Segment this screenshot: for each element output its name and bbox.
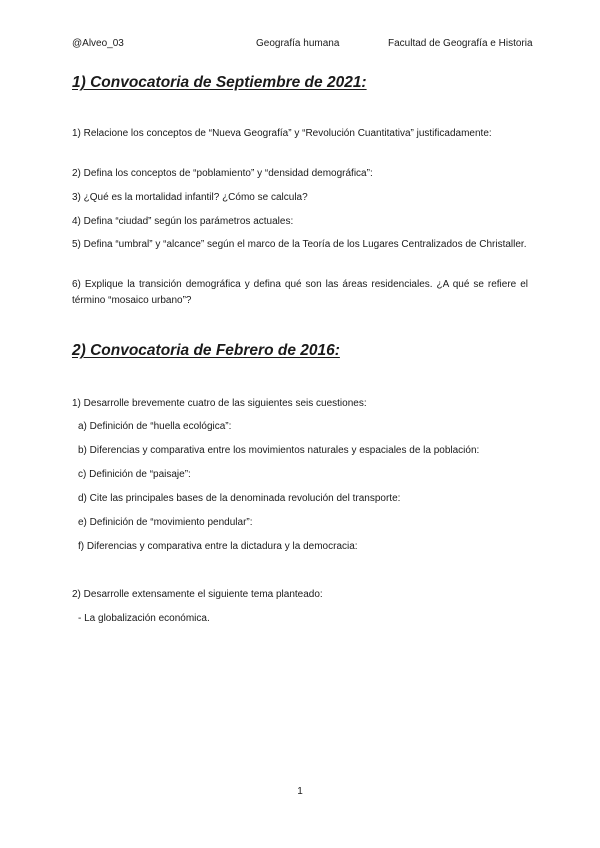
subquestion-c: c) Definición de “paisaje”:: [78, 469, 191, 480]
question-1-instruction: 1) Desarrolle brevemente cuatro de las siguientes seis cuestiones:: [72, 398, 367, 409]
subquestion-a: a) Definición de “huella ecológica”:: [78, 421, 232, 432]
subquestion-f: f) Diferencias y comparativa entre la dictadura y la democracia:: [78, 541, 358, 552]
essay-topic: - La globalización económica.: [78, 613, 210, 624]
question-2-instruction: 2) Desarrolle extensamente el siguiente tema planteado:: [72, 589, 323, 600]
subquestion-e: e) Definición de “movimiento pendular”:: [78, 517, 253, 528]
question-1: 1) Relacione los conceptos de “Nueva Geografía” y “Revolución Cuantitativa” justificadamente:: [72, 128, 492, 139]
header-subject: Geografía humana: [256, 38, 340, 49]
question-6: 6) Explique la transición demográfica y defina qué son las áreas residenciales. ¿A qué se refiere el término “mosaico urbano”?: [72, 279, 528, 306]
header-author: @Alveo_03: [72, 38, 124, 49]
section-title-september-2021: 1) Convocatoria de Septiembre de 2021:: [72, 74, 367, 91]
question-3: 3) ¿Qué es la mortalidad infantil? ¿Cómo se calcula?: [72, 192, 308, 203]
subquestion-b: b) Diferencias y comparativa entre los movimientos naturales y espaciales de la población:: [78, 445, 480, 456]
section-title-february-2016: 2) Convocatoria de Febrero de 2016:: [72, 342, 340, 359]
question-2: 2) Defina los conceptos de “poblamiento” y “densidad demográfica”:: [72, 168, 373, 179]
page-number: 1: [297, 786, 303, 797]
question-5: 5) Defina “umbral” y “alcance” según el marco de la Teoría de los Lugares Centralizados de Christaller.: [72, 239, 527, 250]
subquestion-d: d) Cite las principales bases de la denominada revolución del transporte:: [78, 493, 401, 504]
header-faculty: Facultad de Geografía e Historia: [388, 38, 533, 49]
question-4: 4) Defina “ciudad” según los parámetros actuales:: [72, 216, 294, 227]
